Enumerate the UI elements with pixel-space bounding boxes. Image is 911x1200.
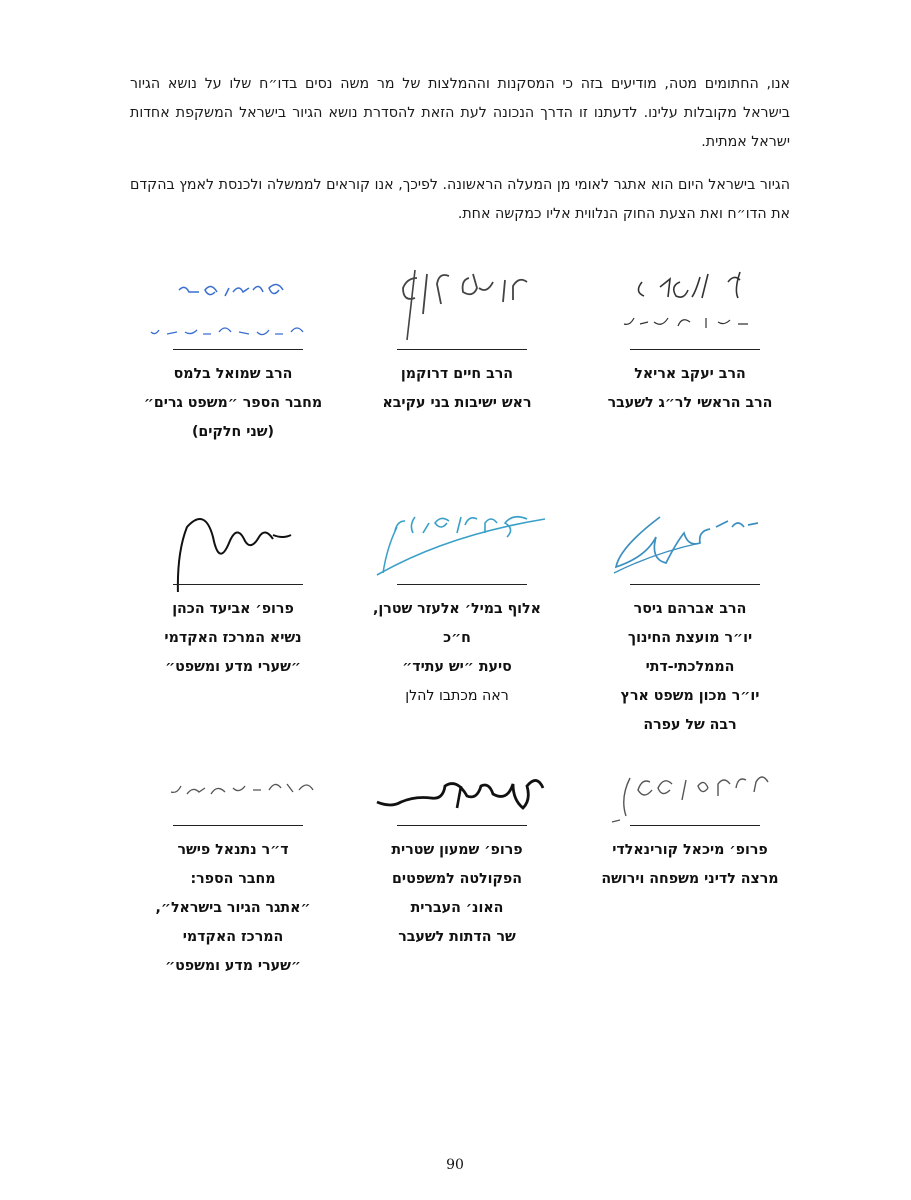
signature-line	[173, 349, 303, 350]
intro-paragraph-2: הגיור בישראל היום הוא אתגר לאומי מן המעלה הראשונה. לפיכך, אנו קוראים לממשלה ולכנסת לאמץ בהקדם את הדו״ח ואת הצעת החוק הנלווית אליו כמקשה אחת.	[130, 177, 790, 222]
signer-name: הרב חיים דרוקמן	[400, 366, 514, 382]
signer-title: נשיא המרכז האקדמי	[164, 630, 302, 646]
signer-title: המרכז האקדמי	[182, 929, 284, 945]
signer-name: ד״ר נתנאל פישר	[177, 842, 289, 858]
signer-title: ״אתגר הגיור בישראל״,	[155, 900, 311, 916]
signature-line	[397, 584, 527, 585]
signer-title: מחבר הספר ״משפט גרים״	[143, 395, 323, 411]
signer-title: (שני חלקים)	[191, 424, 275, 440]
intro-paragraph-1: אנו, החתומים מטה, מודיעים בזה כי המסקנות וההמלצות של מר משה נסים בדו״ח שלו על נושא הגיור בישראל מקובלות עלינו. לדעתנו זו הדרך הנכונה לעת הזאת להסדרת נושא הגיור בישראל המשקפת אחדות ישראל אמתית.	[130, 76, 790, 150]
signature-line	[397, 825, 527, 826]
signer-title: האונ׳ העברית	[410, 900, 504, 916]
signature-line	[630, 349, 760, 350]
signature-hacohen	[133, 487, 333, 592]
signature-druckman	[357, 252, 557, 357]
signer-name: פרופ׳ מיכאל קורינאלדי	[612, 842, 768, 858]
signer-title: יו״ר מועצת החינוך	[627, 630, 753, 646]
signer-name: פרופ׳ אביעד הכהן	[172, 601, 294, 617]
signer-name: פרופ׳ שמעון שטרית	[391, 842, 523, 858]
signature-line	[630, 825, 760, 826]
signer-title: הפקולטה למשפטים	[392, 871, 522, 887]
signature-balmes	[133, 252, 333, 357]
signer-name: הרב יעקב אריאל	[634, 366, 746, 382]
signature-line	[630, 584, 760, 585]
signer-title: מחבר הספר:	[190, 871, 276, 887]
page-number: 90	[446, 1157, 464, 1173]
signer-title: הממלכתי-דתי	[645, 659, 735, 675]
signer-title: הרב הראשי לר״ג לשעבר	[607, 395, 773, 411]
signer-title: ״שערי מדע ומשפט״	[165, 659, 301, 675]
signature-line	[397, 349, 527, 350]
signer-name: הרב אברהם גיסר	[633, 601, 747, 617]
signer-name: הרב שמואל בלמס	[173, 366, 293, 382]
signature-line	[173, 825, 303, 826]
signature-giser	[590, 487, 790, 592]
signature-stern	[357, 487, 557, 592]
signer-title: ״שערי מדע ומשפט״	[165, 958, 301, 974]
signer-name: אלוף במיל׳ אלעזר שטרן, ח״כ	[373, 601, 541, 646]
signature-shetreet	[357, 728, 557, 833]
signer-note: ראה מכתבו להלן	[405, 688, 509, 704]
signature-ariel	[590, 252, 790, 357]
signer-title: רבה של עפרה	[643, 717, 737, 733]
signature-fisher	[133, 728, 333, 833]
signature-line	[173, 584, 303, 585]
signer-title: ראש ישיבות בני עקיבא	[382, 395, 532, 411]
signer-title: שר הדתות לשעבר	[398, 929, 516, 945]
signer-title: מרצה לדיני משפחה וירושה	[601, 871, 779, 887]
signer-title: סיעת ״יש עתיד״	[402, 659, 512, 675]
signature-corinaldi	[590, 728, 790, 833]
signer-title: יו״ר מכון משפט ארץ	[620, 688, 760, 704]
